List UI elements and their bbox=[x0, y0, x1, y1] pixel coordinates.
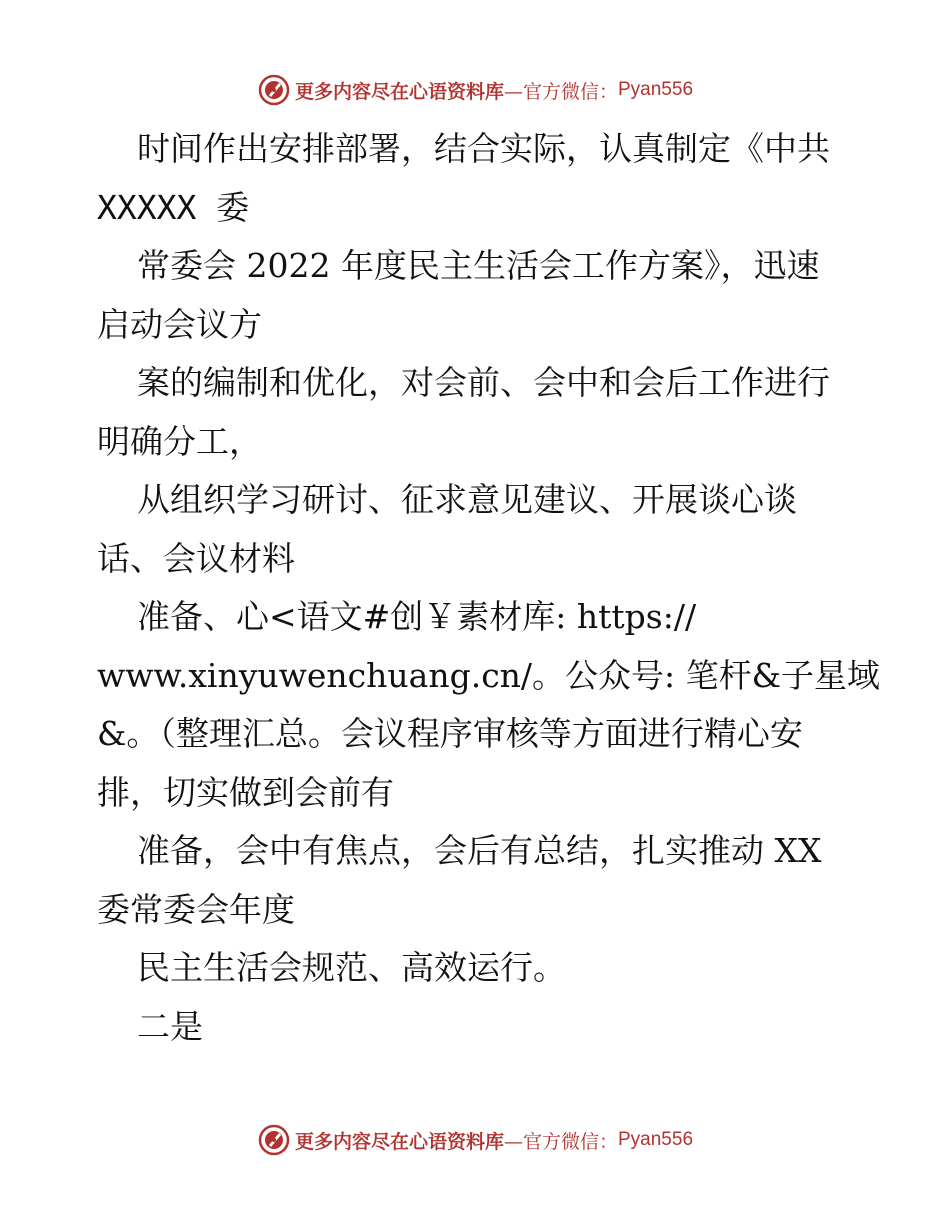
body-line: 明确分工， bbox=[97, 421, 262, 461]
body-line: 排，切实做到会前有 bbox=[97, 772, 394, 812]
body-line: 二是 bbox=[137, 1006, 203, 1046]
body-line: 从组织学习研讨、征求意见建议、开展谈心谈 bbox=[137, 480, 797, 519]
body-line: 委常委会年度 bbox=[97, 889, 295, 929]
body-line: 启动会议方 bbox=[97, 304, 262, 344]
body-line: 话、会议材料 bbox=[97, 538, 295, 578]
body-line: 准备、心<语文#创￥素材库: https:// bbox=[137, 597, 697, 636]
pen-nib-logo-icon bbox=[257, 1123, 291, 1157]
body-line: www.xinyuwenchuang.cn/。公众号: 笔杆&子星域 bbox=[97, 655, 881, 695]
banner-subtitle: —官方微信： bbox=[503, 80, 618, 103]
footer-banner bbox=[0, 1120, 950, 1160]
banner-subtitle: —官方微信： bbox=[503, 1130, 618, 1153]
body-line: 案的编制和优化，对会前、会中和会后工作进行 bbox=[137, 363, 830, 402]
header-banner bbox=[0, 70, 950, 110]
body-line: XXXXX 委 bbox=[97, 187, 250, 227]
body-line: 时间作出安排部署，结合实际，认真制定《中共 bbox=[137, 129, 830, 168]
body-line: 常委会 2022 年度民主生活会工作方案》，迅速 bbox=[137, 246, 820, 285]
body-line: 民主生活会规范、高效运行。 bbox=[137, 948, 566, 987]
banner-wechat-id: Pyan556 bbox=[618, 1129, 694, 1150]
body-line: 准备，会中有焦点，会后有总结，扎实推动 XX bbox=[137, 831, 822, 870]
body-line: &。（整理汇总。会议程序审核等方面进行精心安 bbox=[97, 714, 803, 753]
banner-wechat-id: Pyan556 bbox=[618, 79, 694, 100]
document-body bbox=[97, 120, 881, 1056]
banner-title: 更多内容尽在心语资料库 bbox=[294, 1130, 504, 1153]
banner-title: 更多内容尽在心语资料库 bbox=[294, 80, 504, 103]
pen-nib-logo-icon bbox=[257, 73, 291, 107]
